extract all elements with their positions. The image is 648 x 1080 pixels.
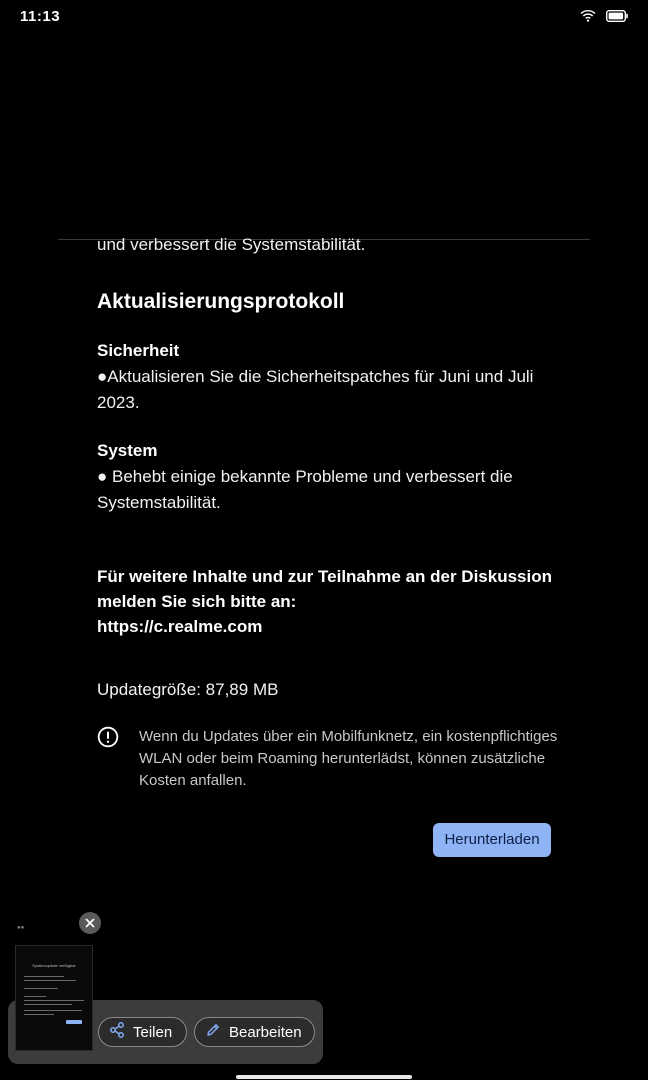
status-time: 11:13 — [20, 8, 61, 25]
cost-notice-text: Wenn du Updates über ein Mobilfunknetz, ein kostenpflichtiges WLAN oder beim Roaming herunterlädst, können zusätzliche Kosten anfallen. — [139, 728, 558, 789]
system-section — [97, 438, 567, 516]
status-bar — [0, 0, 648, 36]
thumbnail-line — [24, 976, 64, 977]
thumbnail-line — [24, 1014, 54, 1015]
close-preview-button[interactable] — [79, 912, 101, 934]
status-icons — [580, 9, 628, 27]
community-line-2: melden Sie sich bitte an: — [97, 592, 297, 611]
thumbnail-line — [24, 988, 58, 989]
thumbnail-button — [66, 1020, 82, 1024]
close-icon — [85, 918, 95, 928]
share-icon — [109, 1022, 125, 1042]
release-notes — [97, 232, 567, 639]
home-indicator[interactable] — [236, 1075, 412, 1079]
screenshot-thumbnail[interactable] — [15, 945, 93, 1051]
thumbnail-line — [24, 1000, 84, 1001]
edit-button[interactable] — [194, 1017, 315, 1047]
wifi-icon — [580, 9, 596, 27]
system-text: ● Behebt einige bekannte Probleme und verbessert die Systemstabilität. — [97, 467, 513, 512]
truncated-text-line: und verbessert die Systemstabilität. — [97, 235, 366, 254]
share-label: Teilen — [133, 1023, 173, 1041]
share-button[interactable] — [98, 1017, 187, 1047]
system-heading: System — [97, 441, 158, 460]
thumbnail-line — [24, 996, 46, 997]
security-text: ●Aktualisieren Sie die Sicherheitspatches für Juni und Juli 2023. — [97, 367, 534, 412]
community-url[interactable]: https://c.realme.com — [97, 617, 263, 636]
section-title: Aktualisierungsprotokoll — [97, 290, 345, 313]
thumbnail-edge-mark: ●● — [17, 925, 25, 931]
community-line-1: Für weitere Inhalte und zur Teilnahme an der Diskussion — [97, 567, 552, 586]
pencil-icon — [205, 1022, 221, 1042]
thumbnail-title: Systemupdate verfügbar — [32, 963, 76, 968]
thumbnail-line — [24, 980, 76, 981]
battery-icon — [606, 9, 628, 27]
community-section — [97, 564, 567, 639]
download-button[interactable]: Herunterladen — [433, 823, 551, 857]
info-alert-icon — [97, 726, 119, 748]
security-heading: Sicherheit — [97, 341, 180, 360]
thumbnail-line — [24, 1004, 72, 1005]
security-section — [97, 338, 567, 416]
update-size: Updategröße: 87,89 MB — [97, 680, 279, 699]
thumbnail-line — [24, 1010, 82, 1011]
edit-label: Bearbeiten — [229, 1023, 302, 1041]
